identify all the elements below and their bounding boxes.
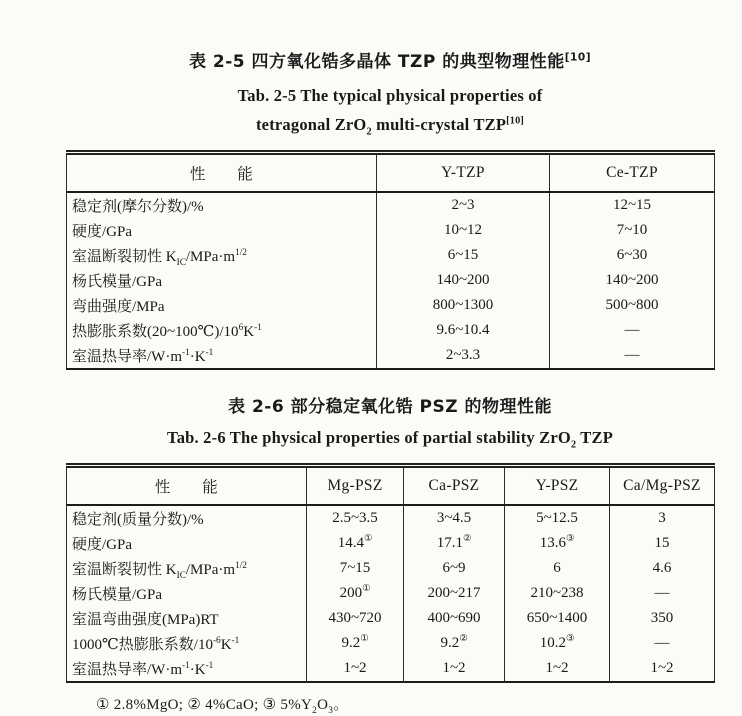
cell-value: 1~2 [610, 656, 715, 682]
cell-value: 4.6 [610, 556, 715, 581]
cell-value: 10~12 [377, 218, 550, 243]
property-label: 室温断裂韧性 $K_{IC}/MPa\cdot m^{1/2}$ [72, 248, 247, 268]
cell-value: 1~2 [307, 656, 404, 682]
table-2-6 [66, 463, 715, 683]
cell-value: 15 [610, 531, 715, 556]
table-row [67, 656, 715, 682]
cell-value: 6 [505, 556, 610, 581]
table-2-5 [66, 150, 715, 370]
cell-value: 5~12.5 [505, 505, 610, 531]
cell-value: — [550, 343, 715, 369]
cell-value: 400~690 [404, 606, 505, 631]
t5-header-property: 性 能 [67, 153, 377, 193]
t6-header-mg-psz: Mg-PSZ [307, 466, 404, 506]
table-row [67, 318, 715, 343]
cell-value: 210~238 [505, 581, 610, 606]
property-label: 热膨胀系数$(20\sim 100℃)/10^6K^{-1}$ [72, 323, 262, 340]
cell-value: 1~2 [404, 656, 505, 682]
property-label: 硬度/GPa [72, 224, 133, 240]
footnotes: ① 2.8%MgO; ② 4%CaO; ③ $5\%Y_2O_3$。 [96, 697, 349, 716]
t5-header-y-tzp: Y-TZP [377, 153, 550, 193]
cell-value: 6~15 [377, 243, 550, 268]
table-row [67, 343, 715, 369]
table-row [67, 581, 715, 606]
cell-value: — [550, 318, 715, 343]
cell-value: 200① [307, 581, 404, 606]
table-2-5-title-cn: 表 2-5 四方氧化锆多晶体 TZP 的典型物理性能[10] [188, 51, 592, 72]
table-row [67, 606, 715, 631]
table-2-6-title-en: Tab. 2-6 The physical properties of partial stability ZrO$_2$ TZP [167, 428, 613, 451]
property-label: 室温断裂韧性 $K_{IC}/MPa\cdot m^{1/2}$ [72, 561, 247, 581]
cell-value: 17.1② [404, 531, 505, 556]
property-label: 弯曲强度/MPa [72, 299, 165, 315]
t6-header-ca-mg-psz: Ca/Mg-PSZ [610, 466, 715, 506]
t6-header-y-psz: Y-PSZ [505, 466, 610, 506]
table-row [67, 293, 715, 318]
table-row [67, 218, 715, 243]
cell-value: 2~3 [377, 192, 550, 218]
table-row [67, 631, 715, 656]
cell-value: 650~1400 [505, 606, 610, 631]
cell-value: 350 [610, 606, 715, 631]
table-row [67, 243, 715, 268]
table-row [67, 505, 715, 531]
cell-value: 13.6③ [505, 531, 610, 556]
cell-value: — [610, 631, 715, 656]
table-row [67, 192, 715, 218]
t6-header-ca-psz: Ca-PSZ [404, 466, 505, 506]
cell-value: 500~800 [550, 293, 715, 318]
table-2-5-title-en-line2: tetragonal ZrO$_2$ multi-crystal TZP[10] [255, 115, 524, 138]
table-row [67, 268, 715, 293]
cell-value: 6~30 [550, 243, 715, 268]
cell-value: 2.5~3.5 [307, 505, 404, 531]
cell-value: 800~1300 [377, 293, 550, 318]
table-2-6-header-row [67, 466, 715, 506]
property-label: 杨氏模量/GPa [72, 274, 163, 290]
property-label: 硬度/GPa [72, 537, 133, 553]
cell-value: 7~10 [550, 218, 715, 243]
cell-value: 2~3.3 [377, 343, 550, 369]
cell-value: 6~9 [404, 556, 505, 581]
property-label: 稳定剂(质量分数)/% [72, 512, 204, 528]
table-2-5-header-row [67, 153, 715, 193]
cell-value: 9.6~10.4 [377, 318, 550, 343]
property-label: 1000℃热膨胀系数$/10^{-6}K^{-1}$ [72, 636, 240, 653]
table-2-6-title-cn: 表 2-6 部分稳定氧化锆 PSZ 的物理性能 [228, 397, 552, 417]
cell-value: 140~200 [550, 268, 715, 293]
property-label: 室温弯曲强度(MPa)RT [72, 612, 219, 628]
property-label: 稳定剂(摩尔分数)/% [72, 199, 204, 215]
cell-value: 430~720 [307, 606, 404, 631]
cell-value: 12~15 [550, 192, 715, 218]
cell-value: 9.2① [307, 631, 404, 656]
property-label: 室温热导率$/W\cdot m^{-1}\cdot K^{-1}$ [72, 348, 214, 365]
property-label: 杨氏模量/GPa [72, 587, 163, 603]
cell-value: — [610, 581, 715, 606]
cell-value: 9.2② [404, 631, 505, 656]
cell-value: 7~15 [307, 556, 404, 581]
cell-value: 1~2 [505, 656, 610, 682]
table-row [67, 556, 715, 581]
table-row [67, 531, 715, 556]
cell-value: 140~200 [377, 268, 550, 293]
cell-value: 3~4.5 [404, 505, 505, 531]
t6-header-property: 性 能 [67, 466, 307, 506]
cell-value: 200~217 [404, 581, 505, 606]
cell-value: 14.4① [307, 531, 404, 556]
table-2-5-title-en-line1: Tab. 2-5 The typical physical properties of [237, 86, 543, 105]
property-label: 室温热导率$/W\cdot m^{-1}\cdot K^{-1}$ [72, 661, 214, 678]
cell-value: 10.2③ [505, 631, 610, 656]
cell-value: 3 [610, 505, 715, 531]
t5-header-ce-tzp: Ce-TZP [550, 153, 715, 193]
